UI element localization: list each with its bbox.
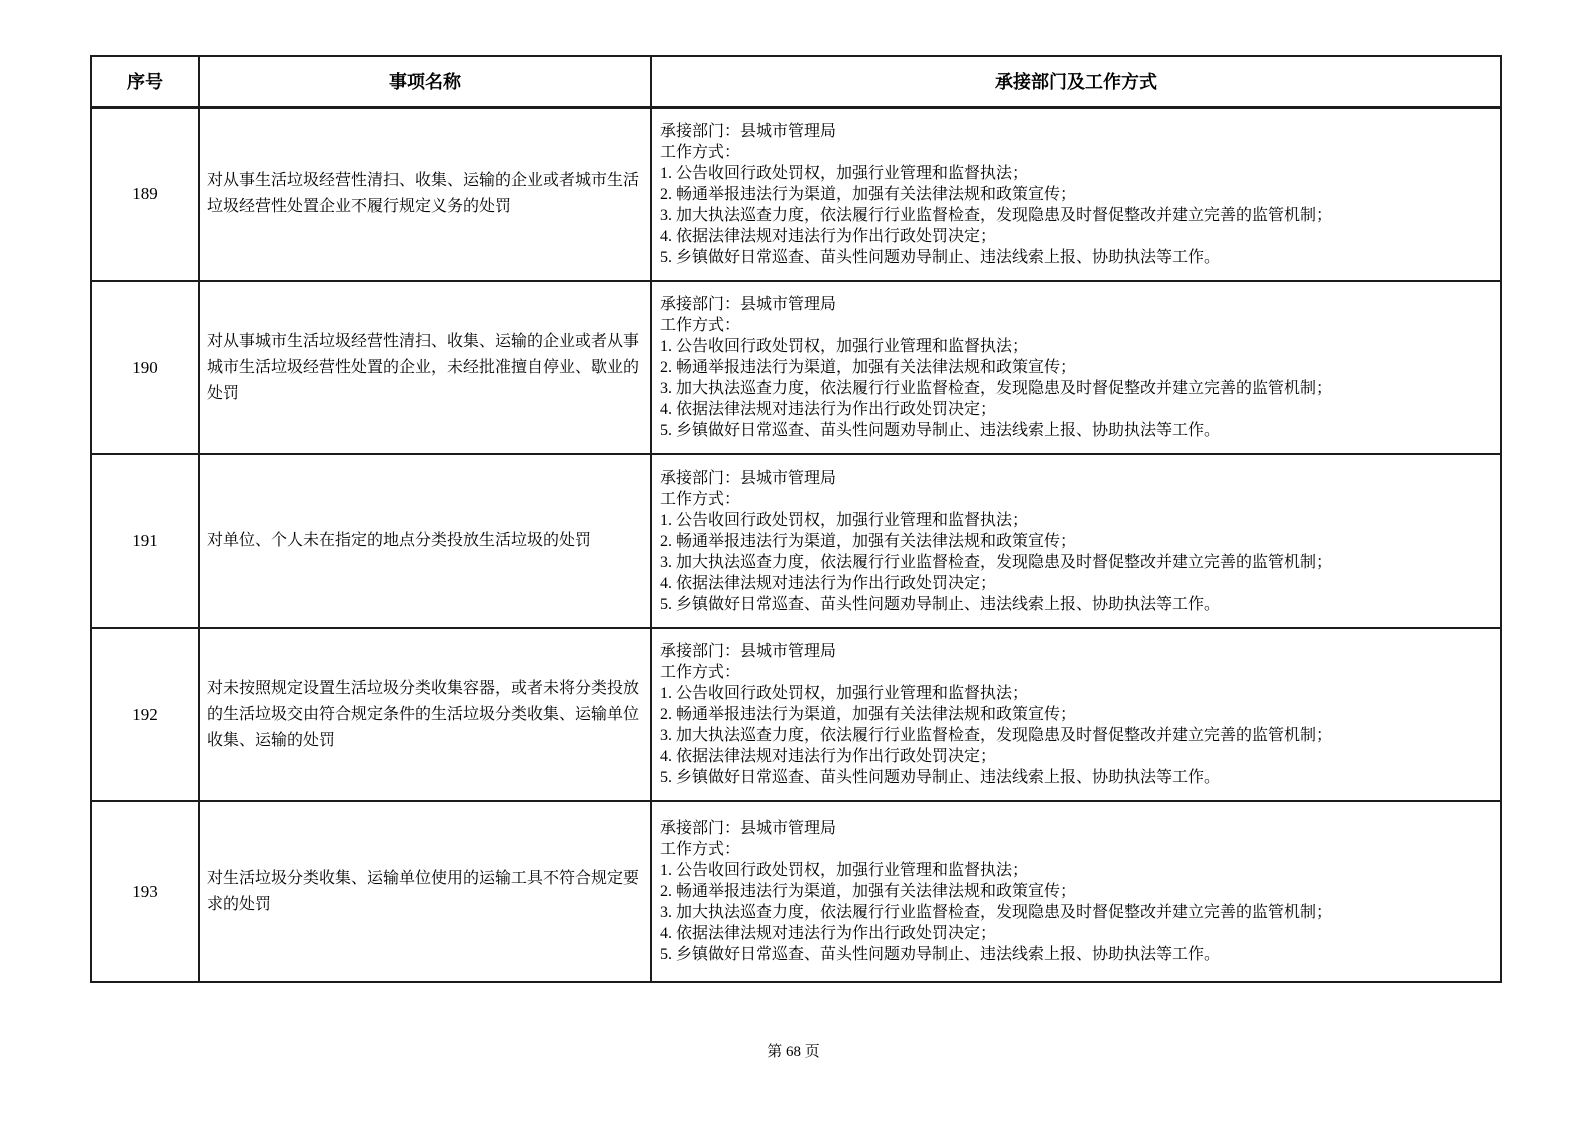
method-line: 4. 依据法律法规对违法行为作出行政处罚决定； [660,401,997,418]
method-cell [651,454,1501,628]
table-row [91,454,1501,628]
column-header-method: 承接部门及工作方式 [651,56,1501,107]
method-line: 5. 乡镇做好日常巡查、苗头性问题劝导制止、违法线索上报、协助执法等工作。 [660,769,1221,786]
matters-table [90,55,1502,983]
table-row [91,107,1501,281]
method-line: 承接部门：县城市管理局 [660,643,837,660]
row-number: 193 [91,801,199,982]
matter-name: 对从事生活垃圾经营性清扫、收集、运输的企业或者城市生活垃圾经营性处置企业不履行规定义务的处罚 [199,107,651,281]
method-line: 承接部门：县城市管理局 [660,820,837,837]
page-number: 第 68 页 [767,1044,820,1060]
method-line: 1. 公告收回行政处罚权，加强行业管理和监督执法； [660,511,1029,529]
table-row [91,801,1501,982]
matter-name: 对单位、个人未在指定的地点分类投放生活垃圾的处罚 [199,454,651,628]
method-line: 2. 畅通举报违法行为渠道，加强有关法律法规和政策宣传； [660,185,1077,203]
method-line: 工作方式： [660,317,741,334]
method-line: 1. 公告收回行政处罚权，加强行业管理和监督执法； [660,164,1029,182]
matter-name: 对生活垃圾分类收集、运输单位使用的运输工具不符合规定要求的处罚 [199,801,651,982]
method-line: 承接部门：县城市管理局 [660,296,837,313]
method-line: 2. 畅通举报违法行为渠道，加强有关法律法规和政策宣传； [660,359,1077,376]
row-number: 192 [91,628,199,801]
method-line: 3. 加大执法巡查力度，依法履行行业监督检查，发现隐患及时督促整改并建立完善的监管机制； [660,380,1333,397]
method-line: 5. 乡镇做好日常巡查、苗头性问题劝导制止、违法线索上报、协助执法等工作。 [660,595,1221,613]
method-line: 2. 畅通举报违法行为渠道，加强有关法律法规和政策宣传； [660,706,1077,723]
column-header-name: 事项名称 [199,56,651,107]
method-line: 4. 依据法律法规对违法行为作出行政处罚决定； [660,574,997,592]
method-cell [651,628,1501,801]
method-line: 2. 畅通举报违法行为渠道，加强有关法律法规和政策宣传； [660,532,1077,550]
method-cell [651,281,1501,454]
method-line: 1. 公告收回行政处罚权，加强行业管理和监督执法； [660,685,1029,702]
table-row [91,281,1501,454]
method-line: 4. 依据法律法规对违法行为作出行政处罚决定； [660,925,997,942]
row-number: 191 [91,454,199,628]
table-header-row [91,56,1501,107]
method-line: 5. 乡镇做好日常巡查、苗头性问题劝导制止、违法线索上报、协助执法等工作。 [660,422,1221,439]
matter-name: 对从事城市生活垃圾经营性清扫、收集、运输的企业或者从事城市生活垃圾经营性处置的企业，未经批准擅自停业、歇业的处罚 [199,281,651,454]
column-header-no: 序号 [91,56,199,107]
method-line: 工作方式： [660,143,741,161]
method-line: 工作方式： [660,664,741,681]
matter-name: 对未按照规定设置生活垃圾分类收集容器，或者未将分类投放的生活垃圾交由符合规定条件的生活垃圾分类收集、运输单位收集、运输的处罚 [199,628,651,801]
method-line: 承接部门：县城市管理局 [660,122,837,140]
method-line: 1. 公告收回行政处罚权，加强行业管理和监督执法； [660,338,1029,355]
method-line: 工作方式： [660,490,741,508]
method-line: 3. 加大执法巡查力度，依法履行行业监督检查，发现隐患及时督促整改并建立完善的监管机制； [660,553,1333,571]
method-line: 4. 依据法律法规对违法行为作出行政处罚决定； [660,227,997,245]
method-line: 2. 畅通举报违法行为渠道，加强有关法律法规和政策宣传； [660,883,1077,900]
row-number: 189 [91,107,199,281]
method-line: 1. 公告收回行政处罚权，加强行业管理和监督执法； [660,862,1029,879]
method-line: 4. 依据法律法规对违法行为作出行政处罚决定； [660,748,997,765]
method-line: 工作方式： [660,841,741,858]
method-line: 3. 加大执法巡查力度，依法履行行业监督检查，发现隐患及时督促整改并建立完善的监管机制； [660,904,1333,921]
method-line: 5. 乡镇做好日常巡查、苗头性问题劝导制止、违法线索上报、协助执法等工作。 [660,248,1221,266]
table-row [91,628,1501,801]
method-line: 承接部门：县城市管理局 [660,469,837,487]
method-line: 3. 加大执法巡查力度，依法履行行业监督检查，发现隐患及时督促整改并建立完善的监管机制； [660,206,1333,224]
row-number: 190 [91,281,199,454]
method-line: 3. 加大执法巡查力度，依法履行行业监督检查，发现隐患及时督促整改并建立完善的监管机制； [660,727,1333,744]
method-cell [651,801,1501,982]
method-cell [651,107,1501,281]
method-line: 5. 乡镇做好日常巡查、苗头性问题劝导制止、违法线索上报、协助执法等工作。 [660,946,1221,963]
